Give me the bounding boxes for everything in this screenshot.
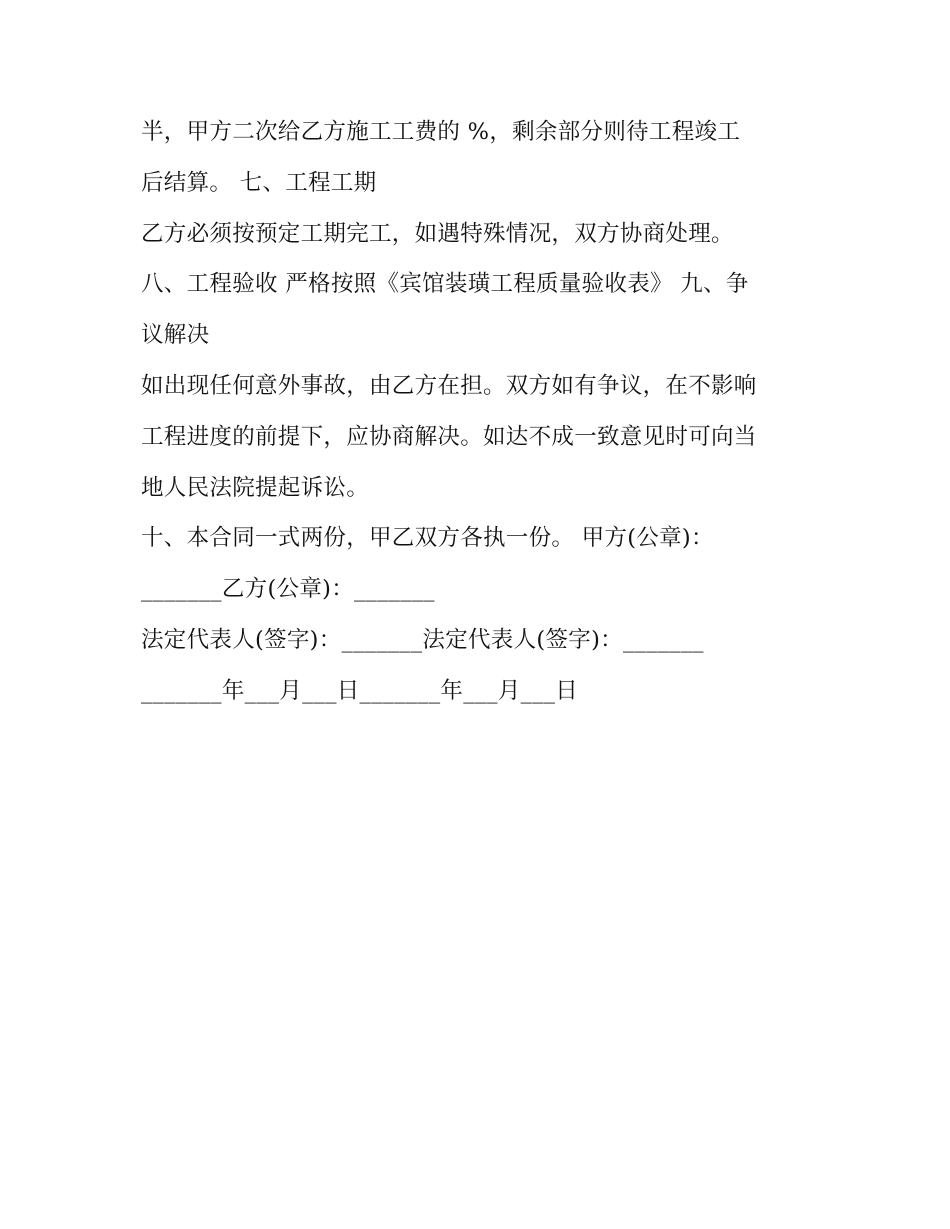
text-line-signatures: 法定代表人(签字)：_______法定代表人(签字)：_______ — [141, 626, 704, 653]
text-line-schedule: 乙方必须按预定工期完工，如遇特殊情况，双方协商处理。 — [141, 220, 734, 247]
text-line-dispute-2: 工程进度的前提下，应协商解决。如达不成一致意见时可向当 — [141, 423, 757, 450]
text-line-dispute-heading: 议解决 — [141, 322, 210, 349]
text-line-dispute-1: 如出现任何意外事故，由乙方在担。双方如有争议，在不影响 — [141, 372, 757, 399]
text-line-copies: 十、本合同一式两份，甲乙双方各执一份。 甲方(公章)： — [141, 525, 714, 552]
text-line-settlement-schedule-heading: 后结算。 七、工程工期 — [141, 169, 377, 196]
text-line-acceptance: 八、工程验收 严格按照《宾馆装璜工程质量验收表》 九、争 — [141, 271, 749, 298]
text-line-dispute-3: 地人民法院提起诉讼。 — [141, 474, 370, 501]
text-line-dates: _______年___月___日_______年___月___日 — [141, 677, 579, 704]
text-line-payment: 半，甲方二次给乙方施工工费的 %，剩余部分则待工程竣工 — [141, 119, 741, 145]
text-line-party-seals: _______乙方(公章)：_______ — [141, 576, 435, 603]
contract-text — [141, 107, 821, 717]
